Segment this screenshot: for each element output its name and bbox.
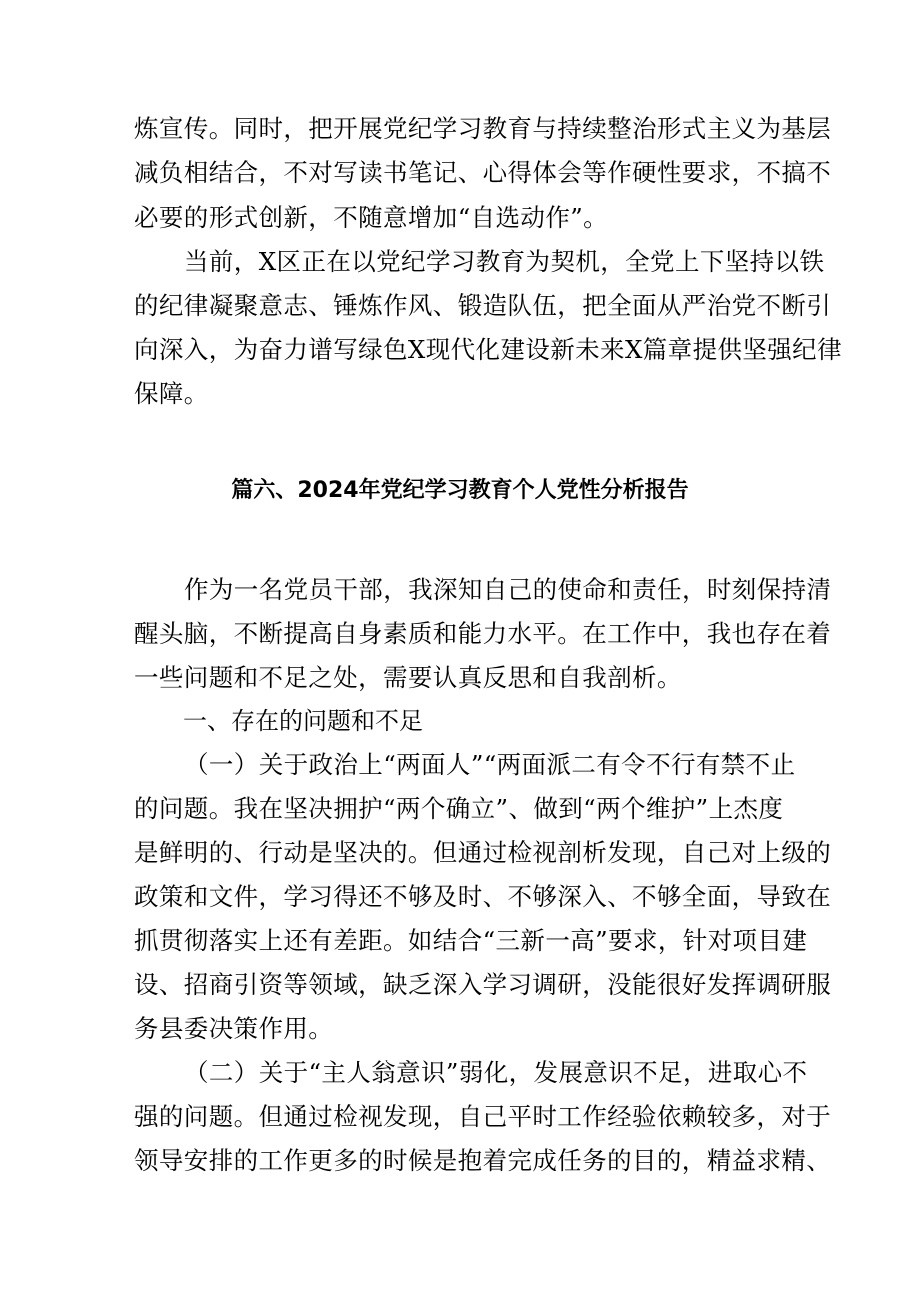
section-title: 篇六、2024年党纪学习教育个人党性分析报告: [231, 478, 689, 503]
paragraph-line: 的问题。我在坚决拥护“两个确立”、做到“两个维护”上杰度: [134, 794, 784, 823]
paragraph-line: （一）关于政治上“两面人”“两面派二有令不行有禁不止: [184, 750, 796, 779]
paragraph-line: 是鲜明的、行动是坚决的。但通过检视剖析发现，自己对上级的: [134, 838, 832, 867]
paragraph-line: 设、招商引资等领域，缺乏深入学习调研，没能很好发挥调研服: [134, 970, 832, 999]
paragraph-line: 政策和文件，学习得还不够及时、不够深入、不够全面，导致在: [134, 882, 832, 911]
paragraph-line: 领导安排的工作更多的时候是抱着完成任务的目的，精益求精、: [134, 1146, 832, 1175]
paragraph-line: 必要的形式创新，不随意增加“自选动作”。: [134, 203, 609, 232]
paragraph-line: 强的问题。但通过检视发现，自己平时工作经验依赖较多，对于: [134, 1102, 832, 1131]
paragraph-line: 作为一名党员干部，我深知自己的使命和责任，时刻保持清: [184, 575, 832, 604]
paragraph-line: 当前，X区正在以党纪学习教育为契机，全党上下坚持以铁: [184, 247, 825, 276]
paragraph-line: 炼宣传。同时，把开展党纪学习教育与持续整治形式主义为基层: [134, 114, 832, 143]
paragraph-line: （二）关于“主人翁意识”弱化，发展意识不足，进取心不: [184, 1058, 808, 1087]
paragraph-line: 保障。: [134, 379, 209, 408]
paragraph-line: 一些问题和不足之处，需要认真反思和自我剖析。: [134, 663, 682, 692]
paragraph-line: 向深入，为奋力谱写绿色X现代化建设新未来X篇章提供坚强纪律: [134, 335, 842, 364]
paragraph-line: 减负相结合，不对写读书笔记、心得体会等作硬性要求，不搞不: [134, 158, 832, 187]
paragraph-line: 醒头脑，不断提高自身素质和能力水平。在工作中，我也存在着: [134, 619, 832, 648]
paragraph-line: 抓贯彻落实上还有差距。如结合“三新一高”要求，针对项目建: [134, 926, 808, 955]
subheading: 一、存在的问题和不足: [183, 707, 423, 735]
paragraph-line: 的纪律凝聚意志、锤炼作风、锻造队伍，把全面从严治党不断引: [134, 291, 832, 320]
paragraph-line: 务县委决策作用。: [134, 1014, 334, 1043]
